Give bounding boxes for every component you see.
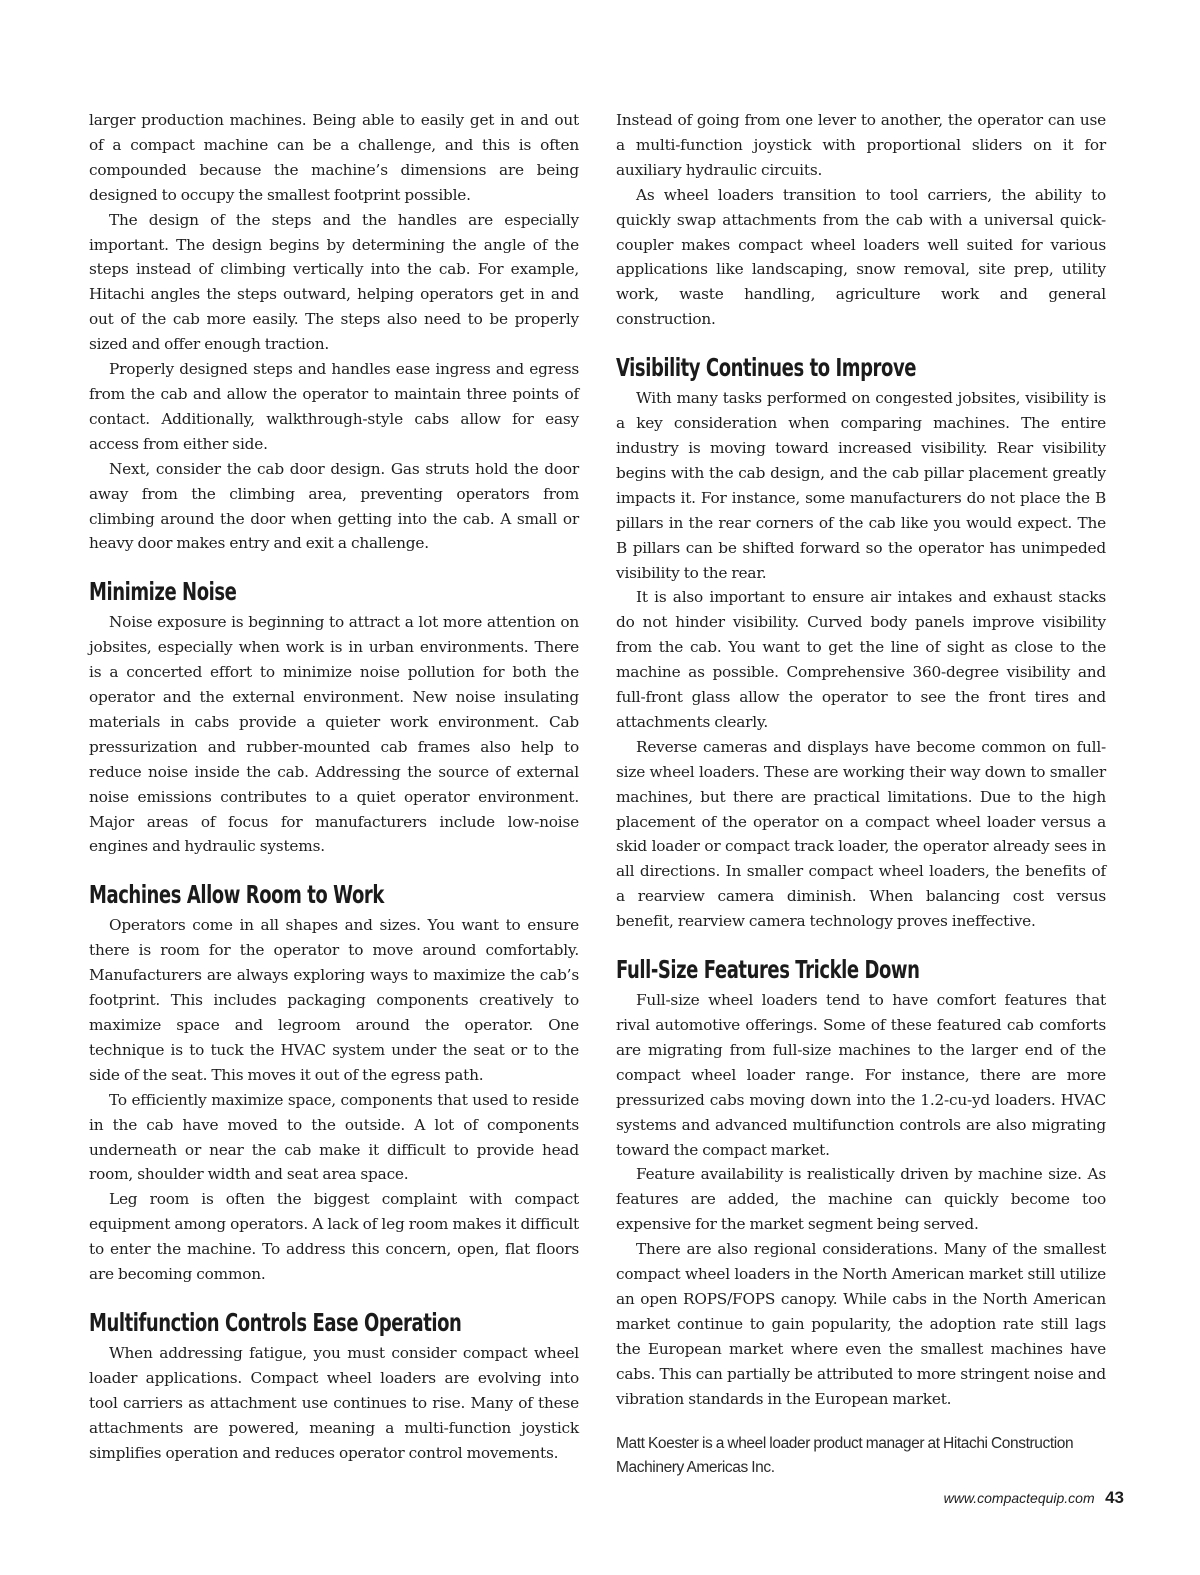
body-paragraph: Leg room is often the biggest complaint with compact equipment among operators. A lack of leg room makes it difficult to enter the machine. To address this concern, open, flat floors are becoming common. [89,1190,579,1284]
body-paragraph: Next, consider the cab door design. Gas struts hold the door away from the climbing area, preventing operators from climbing around the door when getting into the cab. A small or heavy door makes entry and exit a challenge. [89,459,579,553]
section-heading-full-size-features: Full-Size Features Trickle Down [616,955,920,985]
body-paragraph: larger production machines. Being able to easily get in and out of a compact machine can be a challenge, and this is often compounded because the machine’s dimensions are being designed to occupy the smallest footprint possible. [89,111,579,204]
section-heading-minimize-noise: Minimize Noise [89,577,237,607]
right-column [616,108,1106,1481]
body-paragraph: Properly designed steps and handles ease ingress and egress from the cab and allow the operator to maintain three points of contact. Additionally, walkthrough-style cabs allow for easy access from either side. [89,360,579,453]
body-paragraph: As wheel loaders transition to tool carriers, the ability to quickly swap attachments from the cab with a universal quick-coupler makes compact wheel loaders well suited for various applications like landscaping, snow removal, site prep, utility work, waste handling, agriculture work and general construction. [616,185,1106,329]
body-paragraph: It is also important to ensure air intakes and exhaust stacks do not hinder visibility. Curved body panels improve visibility from the cab. You want to get the line of sight as close to the machine as possible. Comprehensive 360-degree visibility and full-front glass allow the operator to see the front tires and attachments clearly. [616,588,1106,731]
left-column [89,108,579,1466]
body-paragraph: With many tasks performed on congested jobsites, visibility is a key consideration when comparing machines. The entire industry is moving toward increased visibility. Rear visibility begins with the cab design, and the cab pillar placement greatly impacts it. For instance, some manufacturers do not place the B pillars in the rear corners of the cab like you would expect. The B pillars can be shifted forward so the operator has unimpeded visibility to the rear. [616,389,1106,582]
body-paragraph: Feature availability is realistically driven by machine size. As features are added, the machine can quickly become too expensive for the market segment being served. [616,1165,1106,1234]
body-paragraph: Instead of going from one lever to another, the operator can use a multi-function joystick with proportional sliders on it for auxiliary hydraulic circuits. [616,111,1106,179]
body-paragraph: When addressing fatigue, you must consider compact wheel loader applications. Compact wheel loaders are evolving into tool carriers as attachment use continues to rise. Many of these attachments are powered, meaning a multi-function joystick simplifies operation and reduces operator control movements. [89,1343,579,1462]
body-paragraph: Reverse cameras and displays have become common on full-size wheel loaders. These are working their way down to smaller machines, but there are practical limitations. Due to the high placement of the operator on a compact wheel loader versus a skid loader or compact track loader, the operator already sees in all directions. In smaller compact wheel loaders, the benefits of a rearview camera diminish. When balancing cost versus benefit, rearview camera technology proves ineffective. [616,737,1106,931]
page-number: 43 [1105,1488,1124,1507]
body-paragraph: Full-size wheel loaders tend to have comfort features that rival automotive offerings. Some of these featured cab comforts are migrating from full-size machines to the larger end of the compact wheel loader range. For instance, there are more pressurized cabs moving down into the 1.2-cu-yd loaders. HVAC systems and advanced multifunction controls are also migrating toward the compact market. [616,991,1106,1159]
body-paragraph: The design of the steps and the handles are especially important. The design begins by determining the angle of the steps instead of climbing vertically into the cab. For example, Hitachi angles the steps outward, helping operators get in and out of the cab more easily. The steps also need to be properly sized and offer enough traction. [89,210,579,354]
section-heading-room-to-work: Machines Allow Room to Work [89,880,384,910]
section-heading-multifunction-controls: Multifunction Controls Ease Operation [89,1307,462,1337]
body-paragraph: Noise exposure is beginning to attract a lot more attention on jobsites, especially when work is in urban environments. There is a concerted effort to minimize noise pollution for both the operator and the external environment. New noise insulating materials in cabs provide a quieter work environment. Cab pressurization and rubber-mounted cab frames also help to reduce noise inside the cab. Addressing the source of external noise emissions contributes to a quiet operator environment. Major areas of focus for manufacturers include low-noise engines and hydraulic systems. [89,613,579,856]
body-paragraph: There are also regional considerations. Many of the smallest compact wheel loaders in the North American market still utilize an open ROPS/FOPS canopy. While cabs in the North American market continue to gain popularity, the adoption rate still lags the European market where even the smallest machines have cabs. This can partially be attributed to more stringent noise and vibration standards in the European market. [616,1240,1106,1408]
page-footer [944,1488,1124,1508]
body-paragraph: Operators come in all shapes and sizes. You want to ensure there is room for the operator to move around comfortably. Manufacturers are always exploring ways to maximize the cab’s footprint. This includes packaging components creatively to maximize space and legroom around the operator. One technique is to tuck the HVAC system under the seat or to the side of the seat. This moves it out of the egress path. [89,916,579,1084]
website-url: www.compactequip.com [943,1490,1095,1506]
section-heading-visibility: Visibility Continues to Improve [616,353,917,383]
body-paragraph: To efficiently maximize space, components that used to reside in the cab have moved to the outside. A lot of components underneath or near the cab make it difficult to provide head room, shoulder width and seat area space. [89,1090,579,1184]
author-bio: Matt Koester is a wheel loader product manager at Hitachi Construction Machinery Americas Inc. [616,1434,1074,1476]
